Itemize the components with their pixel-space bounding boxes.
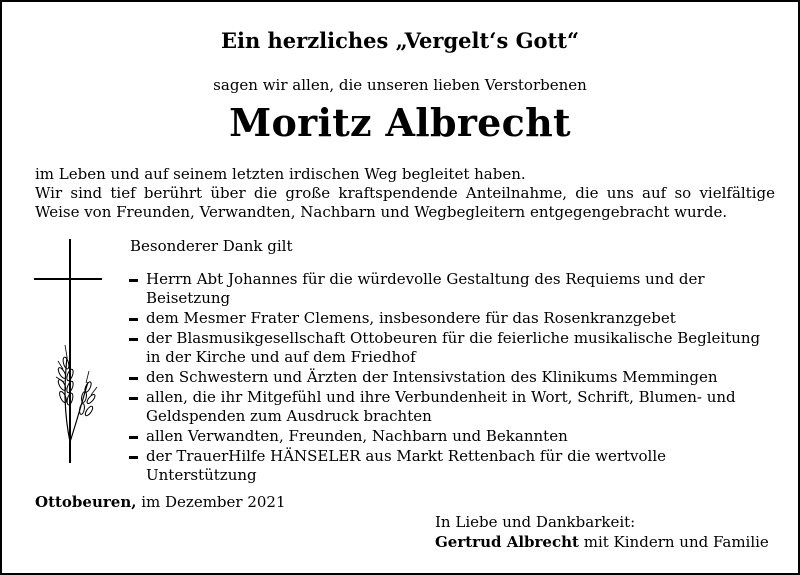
closing-line: In Liebe und Dankbarkeit:: [435, 513, 636, 531]
thanks-list: [128, 270, 773, 486]
thanks-label: Besonderer Dank gilt: [130, 237, 293, 255]
signatory-name: Gertrud Albrecht: [435, 533, 579, 551]
dash-bullet-icon: [129, 377, 138, 380]
list-item-text: Herrn Abt Johannes für die würdevolle Gestaltung des Requiems und der Beisetzung: [146, 270, 705, 307]
dash-bullet-icon: [129, 279, 138, 282]
intro-text: [35, 165, 775, 222]
intro-line-2: Wir sind tief berührt über die große kraftspendende Anteilnahme, die uns auf so vielfältige Weise von Freunden, Verwandten, Nachbarn und Wegbegleitern entgegengebracht wurde.: [35, 184, 775, 221]
dash-bullet-icon: [129, 397, 138, 400]
list-item-text: allen Verwandten, Freunden, Nachbarn und Bekannten: [146, 427, 568, 445]
list-item-text: den Schwestern und Ärzten der Intensivstation des Klinikums Memmingen: [146, 368, 718, 386]
dash-bullet-icon: [129, 338, 138, 341]
intro-line-1: im Leben und auf seinem letzten irdischen Weg begleitet haben.: [35, 165, 526, 183]
list-item-text: dem Mesmer Frater Clemens, insbesondere für das Rosenkranzgebet: [146, 309, 676, 327]
list-item-text: allen, die ihr Mitgefühl und ihre Verbundenheit in Wort, Schrift, Blumen- und Geldspenden zum Ausdruck brachten: [146, 388, 736, 425]
list-item: [128, 388, 773, 426]
list-item: [128, 368, 773, 387]
list-item: [128, 427, 773, 446]
deceased-name: Moritz Albrecht: [229, 100, 571, 145]
signatory: [435, 532, 769, 552]
dash-bullet-icon: [129, 436, 138, 439]
list-item: [128, 329, 773, 367]
place: Ottobeuren,: [35, 493, 137, 511]
list-item: [128, 309, 773, 328]
notice-subheading: sagen wir allen, die unseren lieben Verstorbenen: [213, 76, 587, 94]
cross-with-wheat-icon: [34, 237, 104, 467]
place-date: [35, 493, 286, 511]
signatory-suffix: mit Kindern und Familie: [583, 533, 769, 551]
closing-signature: [435, 512, 769, 552]
dash-bullet-icon: [129, 318, 138, 321]
list-item: [128, 270, 773, 308]
date: im Dezember 2021: [141, 493, 286, 511]
notice-heading: Ein herzliches „Vergelt‘s Gott“: [220, 28, 580, 53]
dash-bullet-icon: [129, 456, 138, 459]
list-item-text: der Blasmusikgesellschaft Ottobeuren für die feierliche musikalische Begleitung in der Kirche und auf dem Friedhof: [146, 329, 761, 366]
list-item: [128, 447, 773, 485]
list-item-text: der TrauerHilfe HÄNSELER aus Markt Rettenbach für die wertvolle Unterstützung: [146, 447, 667, 484]
